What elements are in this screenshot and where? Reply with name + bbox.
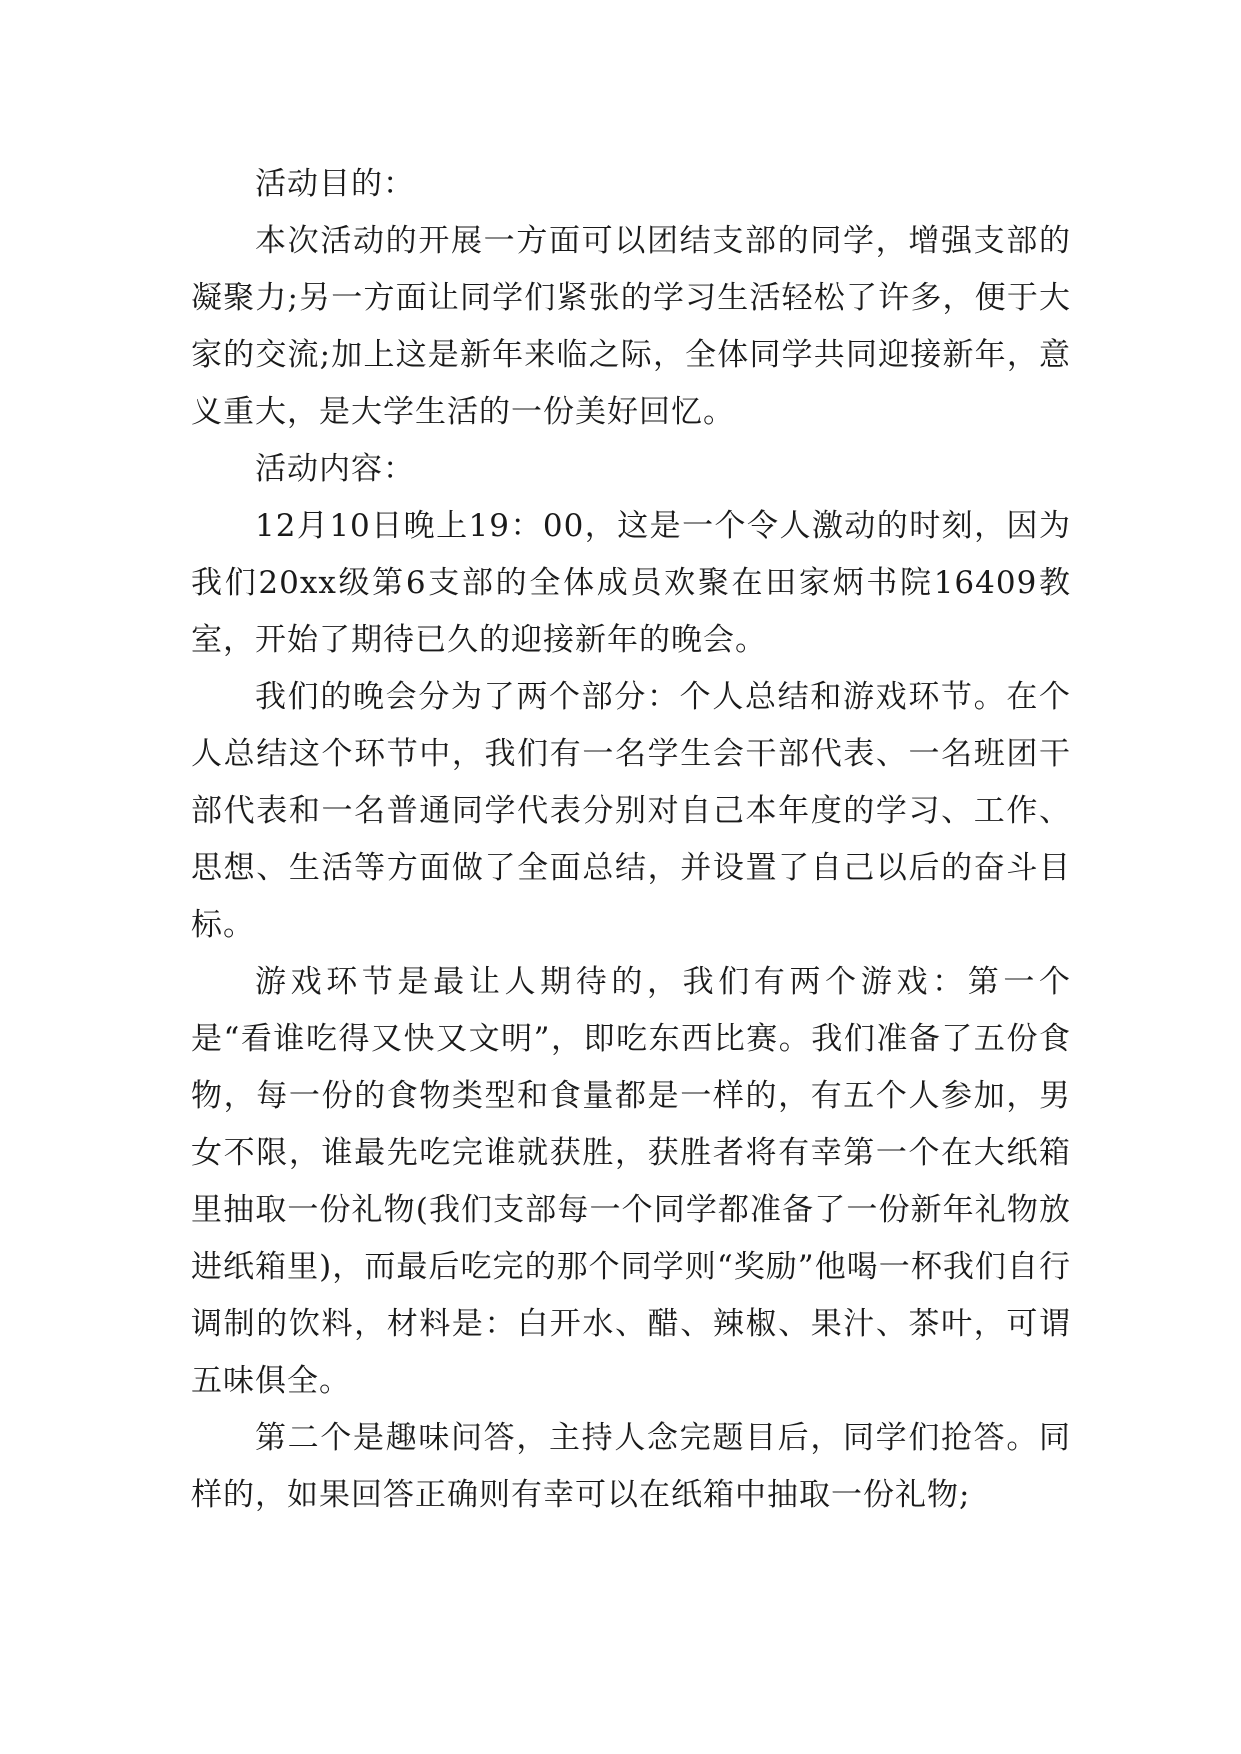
paragraph-game-two: 第二个是趣味问答，主持人念完题目后，同学们抢答。同样的，如果回答正确则有幸可以在纸箱中抽取一份礼物; (191, 1420, 1071, 1513)
paragraph-party-sections: 我们的晚会分为了两个部分：个人总结和游戏环节。在个人总结这个环节中，我们有一名学生会干部代表、一名班团干部代表和一名普通同学代表分别对自己本年度的学习、工作、思想、生活等方面做了全面总结，并设置了自己以后的奋斗目标。 (191, 679, 1071, 943)
heading-activity-purpose: 活动目的： (255, 166, 415, 202)
paragraph-game-one: 游戏环节是最让人期待的，我们有两个游戏：第一个是“看谁吃得又快又文明”，即吃东西比赛。我们准备了五份食物，每一份的食物类型和食量都是一样的，有五个人参加，男女不限，谁最先吃完谁就获胜，获胜者将有幸第一个在大纸箱里抽取一份礼物(我们支部每一个同学都准备了一份新年礼物放进纸箱里)，而最后吃完的那个同学则“奖励”他喝一杯我们自行调制的饮料，材料是：白开水、醋、辣椒、果汁、茶叶，可谓五味俱全。 (191, 964, 1071, 1399)
heading-activity-content: 活动内容： (255, 451, 415, 487)
paragraph-purpose-text: 本次活动的开展一方面可以团结支部的同学，增强支部的凝聚力;另一方面让同学们紧张的学习生活轻松了许多，便于大家的交流;加上这是新年来临之际，全体同学共同迎接新年，意义重大，是大学生活的一份美好回忆。 (191, 223, 1071, 430)
paragraph-event-intro: 12月10日晚上19：00，这是一个令人激动的时刻，因为我们20xx级第6支部的全体成员欢聚在田家炳书院16409教室，开始了期待已久的迎接新年的晚会。 (191, 508, 1071, 658)
document-body (191, 156, 1071, 1524)
